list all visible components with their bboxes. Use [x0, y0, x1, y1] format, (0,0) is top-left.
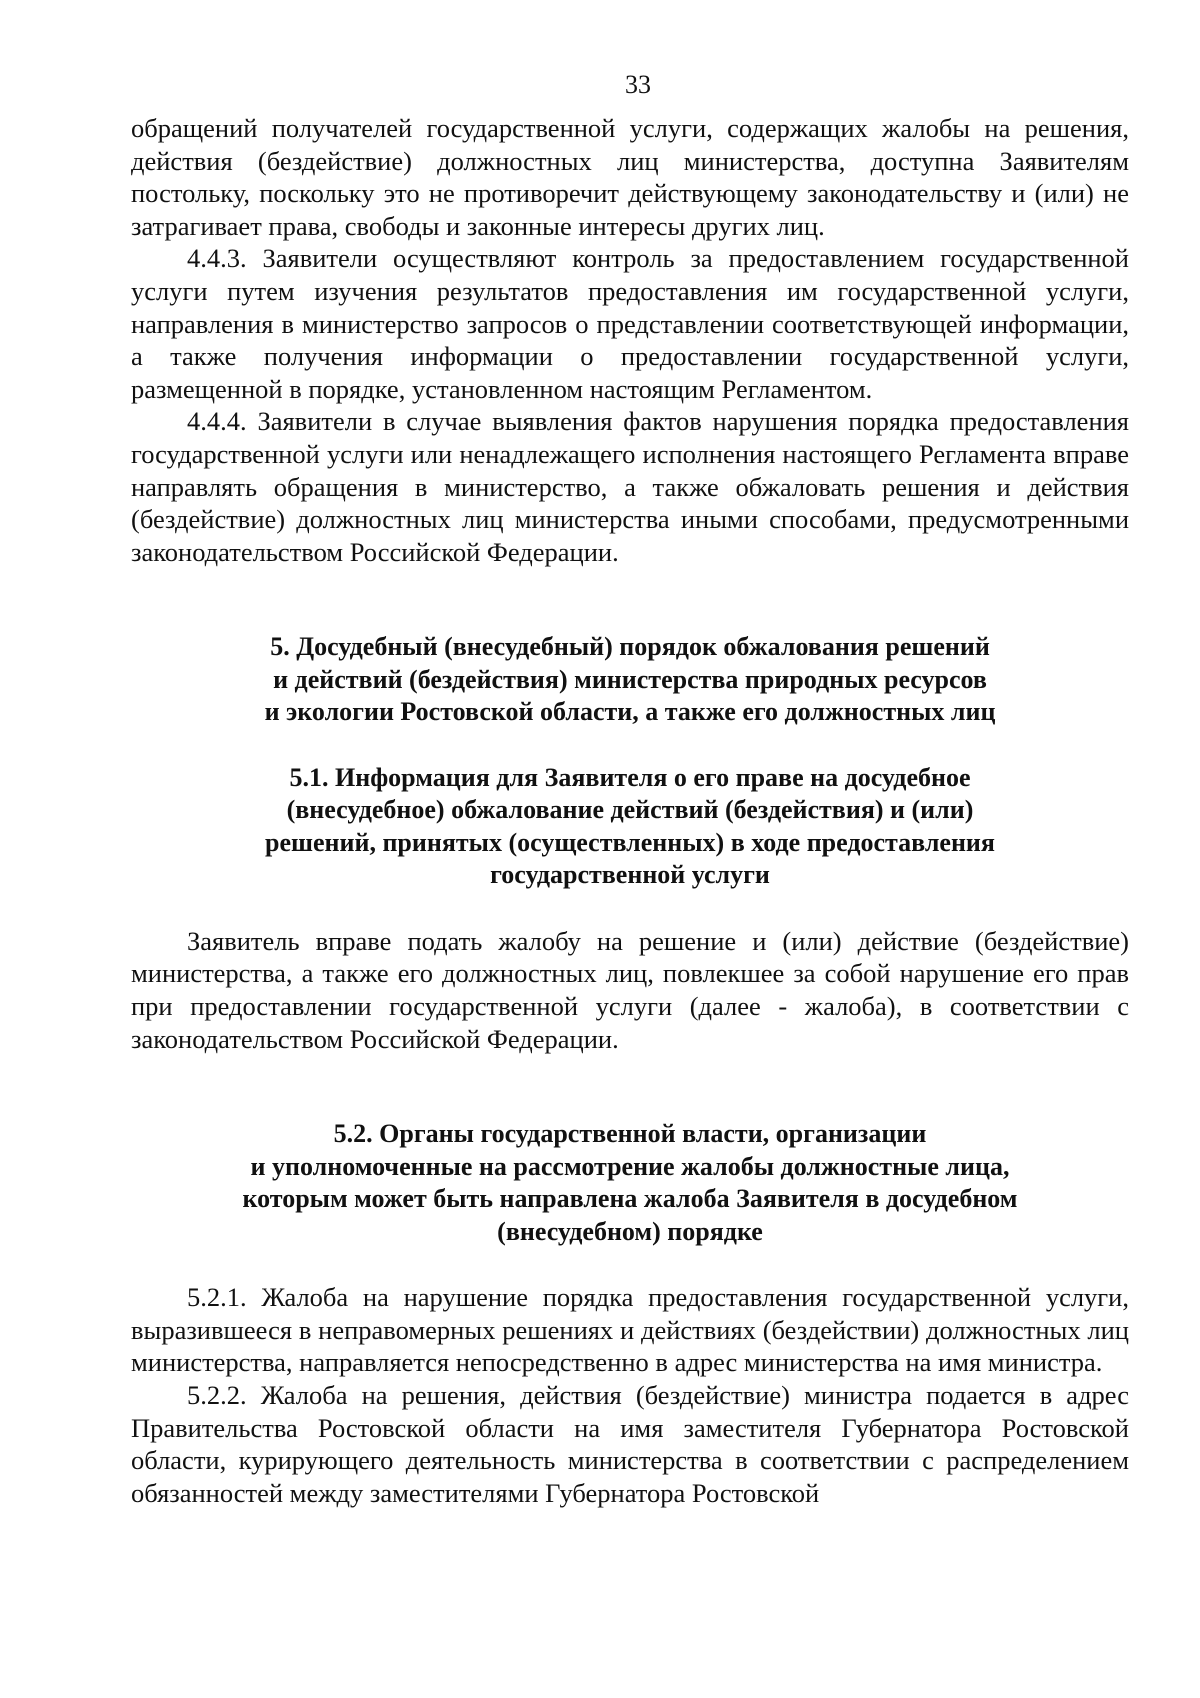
paragraph-intro: обращений получателей государственной услуги, содержащих жалобы на решения, действия (бездействие) должностных лиц министерства, доступна Заявителям постольку, поскольку это не противоречит действующему законодательству и (или) не затрагивает права, свободы и законные интересы других лиц.	[131, 113, 1129, 241]
heading-line: государственной услуги	[490, 860, 770, 890]
spacer	[131, 568, 1129, 631]
paragraph-5-1-text: Заявитель вправе подать жалобу на решение и (или) действие (бездействие) министерства, а также его должностных лиц, повлекшее за собой нарушение его прав при предоставлении государственной услуги (далее - жалоба), в соответствии с законодательством Российской Федерации.	[131, 925, 1129, 1054]
paragraph-4-4-4: 4.4.4. Заявители в случае выявления фактов нарушения порядка предоставления государственной услуги или ненадлежащего исполнения настоящего Регламента вправе направлять обращения в министерство, а также обжаловать решения и действия (бездействие) должностных лиц министерства иными способами, предусмотренными законодательством Российской Федерации.	[131, 406, 1129, 567]
paragraph-5-2-2: 5.2.2. Жалоба на решения, действия (бездействие) министра подается в адрес Правительства Ростовской области на имя заместителя Губернатора Ростовской области, курирующего деятельность министерства в соответствии с распределением обязанностей между заместителями Губернатора Ростовской	[131, 1379, 1129, 1508]
spacer	[131, 729, 1129, 762]
heading-line: которым может быть направлена жалоба Заявителя в досудебном	[242, 1184, 1018, 1214]
heading-line: (внесудебное) обжалование действий (бездействия) и (или)	[286, 795, 974, 825]
heading-line: 5.1. Информация для Заявителя о его праве на досудебное	[289, 762, 971, 792]
spacer	[131, 1248, 1129, 1281]
document-page	[131, 70, 1129, 1509]
heading-line: 5. Досудебный (внесудебный) порядок обжалования решений	[270, 632, 990, 662]
heading-line: и экологии Ростовской области, а также его должностных лиц	[264, 697, 996, 727]
heading-line: 5.2. Органы государственной власти, организации	[333, 1119, 927, 1149]
heading-line: и уполномоченные на рассмотрение жалобы должностные лица,	[250, 1151, 1010, 1181]
spacer	[131, 892, 1129, 925]
section-5-heading	[131, 631, 1129, 729]
paragraph-4-4-3: 4.4.3. Заявители осуществляют контроль за предоставлением государственной услуги путем изучения результатов предоставления им государственной услуги, направления в министерство запросов о представлении соответствующей информации, а также получения информации о предоставлении государственной услуги, размещенной в порядке, установленном настоящим Регламентом.	[131, 243, 1129, 404]
spacer	[131, 1055, 1129, 1118]
page-number: 33	[625, 70, 651, 99]
heading-line: решений, принятых (осуществленных) в ходе предоставления	[265, 827, 995, 857]
heading-line: и действий (бездействия) министерства природных ресурсов	[273, 664, 987, 694]
section-5-2-heading	[131, 1118, 1129, 1248]
heading-line: (внесудебном) порядке	[497, 1216, 763, 1246]
section-5-1-heading	[131, 762, 1129, 892]
paragraph-5-2-1: 5.2.1. Жалоба на нарушение порядка предоставления государственной услуги, выразившееся в неправомерных решениях и действиях (бездействии) должностных лиц министерства, направляется непосредственно в адрес министерства на имя министра.	[131, 1282, 1129, 1378]
